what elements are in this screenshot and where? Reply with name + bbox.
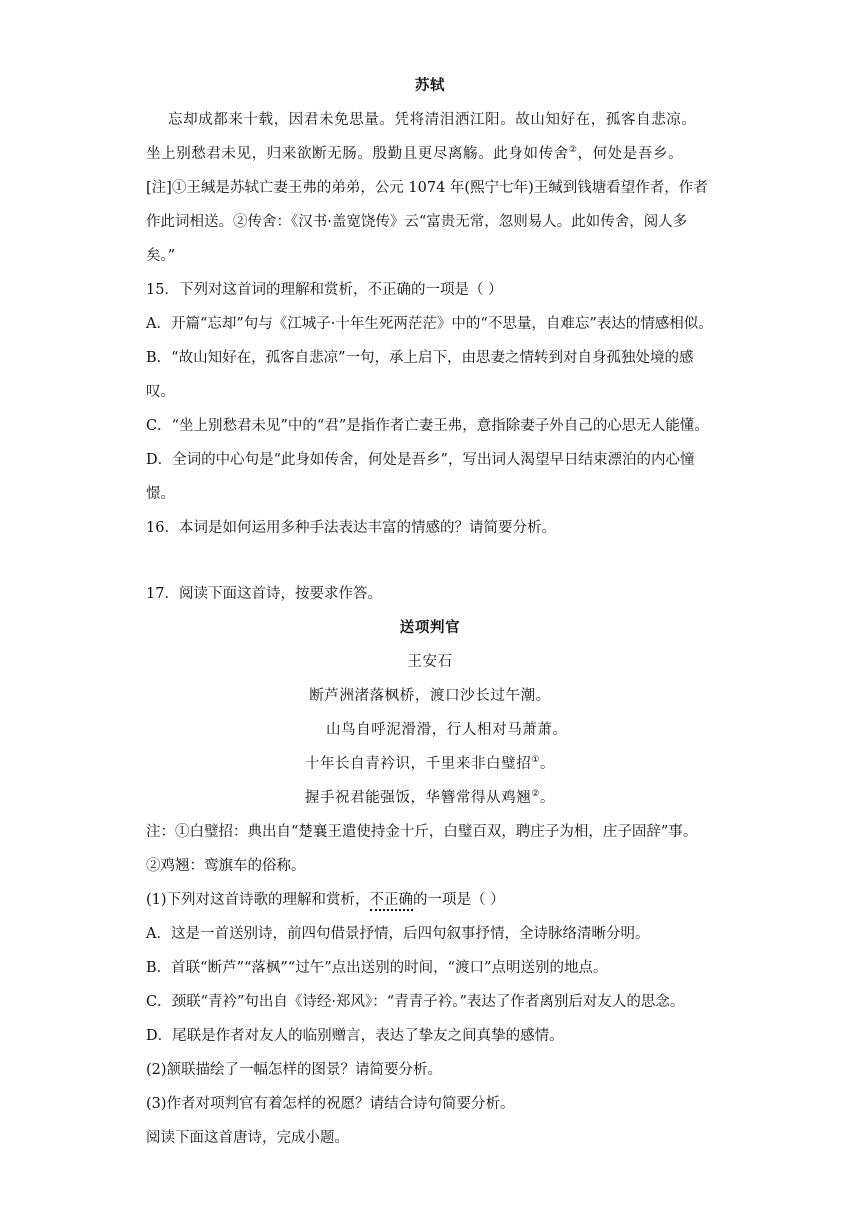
poem2-note-1: 注：①白璧招：典出自“楚襄王遣使持金十斤，白璧百双，聘庄子为相，庄子固辞”事。 (146, 824, 698, 840)
footnote-marker-2: ② (568, 145, 578, 156)
poem2-line-3-tail: 。 (540, 756, 556, 772)
question-17-sub-3: (3)作者对项判官有着怎样的祝愿？请结合诗句简要分析。 (146, 1096, 515, 1112)
question-17-sub-1 (146, 888, 505, 909)
sub1-prefix: (1)下列对这首诗歌的理解和赏析， (146, 892, 370, 908)
poem2-note-2: ②鸡翘：鸾旗车的俗称。 (146, 858, 306, 874)
poem2-title: 送项判官 (399, 620, 461, 636)
poem2-author: 王安石 (407, 654, 453, 670)
poem2-line-3-text: 十年长自青衿识，千里来非白璧招 (304, 756, 532, 772)
question-17-option-b: B．首联“断芦”“落枫”“过午”点出送别的时间，“渡口”点明送别的地点。 (146, 960, 608, 976)
question-15-stem: 15．下列对这首词的理解和赏析，不正确的一项是（ ） (146, 282, 503, 298)
question-15-option-c: C．“坐上别愁君未见”中的“君”是指作者亡妻王弗，意指除妻子外自己的心思无人能懂。 (146, 418, 709, 434)
question-15-option-b: B．“故山知好在，孤客自悲凉”一句，承上启下，由思妻之情转到对自身孤独处境的感 (146, 350, 694, 366)
question-17-option-d: D．尾联是作者对友人的临别赠言，表达了挚友之间真挚的感情。 (146, 1028, 564, 1044)
question-16: 16．本词是如何运用多种手法表达丰富的情感的？请简要分析。 (146, 520, 556, 536)
poem2-line-3 (0, 752, 860, 773)
poem1-note-2: 作此词相送。②传舍：《汉书·盖宽饶传》云“富贵无常，忽则易人。此如传舍，阅人多 (146, 214, 688, 230)
footnote-marker-1: ① (531, 755, 541, 766)
poem1-line-2 (146, 142, 683, 163)
question-15-option-d-cont: 憬。 (146, 486, 175, 502)
poem2-line-4-tail: 。 (540, 790, 556, 806)
next-section-intro: 阅读下面这首唐诗，完成小题。 (146, 1130, 349, 1146)
question-15-option-a: A．开篇“忘却”句与《江城子·十年生死两茫茫》中的“不思量，自难忘”表达的情感相似。 (146, 316, 713, 332)
poem1-line-1: 忘却成都来十载，因君未免思量。凭将清泪洒江阳。故山知好在，孤客自悲凉。 (168, 112, 697, 128)
poem2-line-2: 山鸟自呼泥滑滑，行人相对马萧萧。 (326, 722, 568, 738)
question-17-sub-2: (2)颔联描绘了一幅怎样的图景？请简要分析。 (146, 1062, 443, 1078)
poem1-author: 苏轼 (414, 78, 446, 94)
sub1-emphasis: 不正确 (370, 892, 414, 911)
poem2-line-1: 断芦洲渚落枫桥，渡口沙长过午潮。 (309, 688, 551, 704)
question-15-option-b-cont: 叹。 (146, 384, 175, 400)
question-15-option-d: D．全词的中心句是“此身如传舍，何处是吾乡”，写出词人渴望早日结束漂泊的内心憧 (146, 452, 695, 468)
sub1-suffix: 的一项是（ ） (413, 892, 505, 908)
question-17-intro: 17．阅读下面这首诗，按要求作答。 (146, 586, 382, 602)
footnote-marker-2b: ② (531, 789, 541, 800)
poem1-line-2-text: 坐上别愁君未见，归来欲断无肠。殷勤且更尽离觞。此身如传舍 (146, 146, 569, 162)
poem1-note-3: 矣。” (146, 248, 176, 264)
question-17-option-a: A．这是一首送别诗，前四句借景抒情，后四句叙事抒情，全诗脉络清晰分明。 (146, 926, 650, 942)
question-17-option-c: C．颈联“青衿”句出自《诗经·郑风》：“青青子衿。”表达了作者离别后对友人的思念。 (146, 994, 685, 1010)
poem2-line-4 (0, 786, 860, 807)
poem2-line-4-text: 握手祝君能强饭，华簪常得从鸡翘 (304, 790, 532, 806)
poem1-line-2-tail: ，何处是吾乡。 (577, 146, 684, 162)
poem1-note-1: [注]①王缄是苏轼亡妻王弗的弟弟，公元 1074 年(熙宁七年)王缄到钱塘看望作者，作者 (146, 180, 708, 196)
